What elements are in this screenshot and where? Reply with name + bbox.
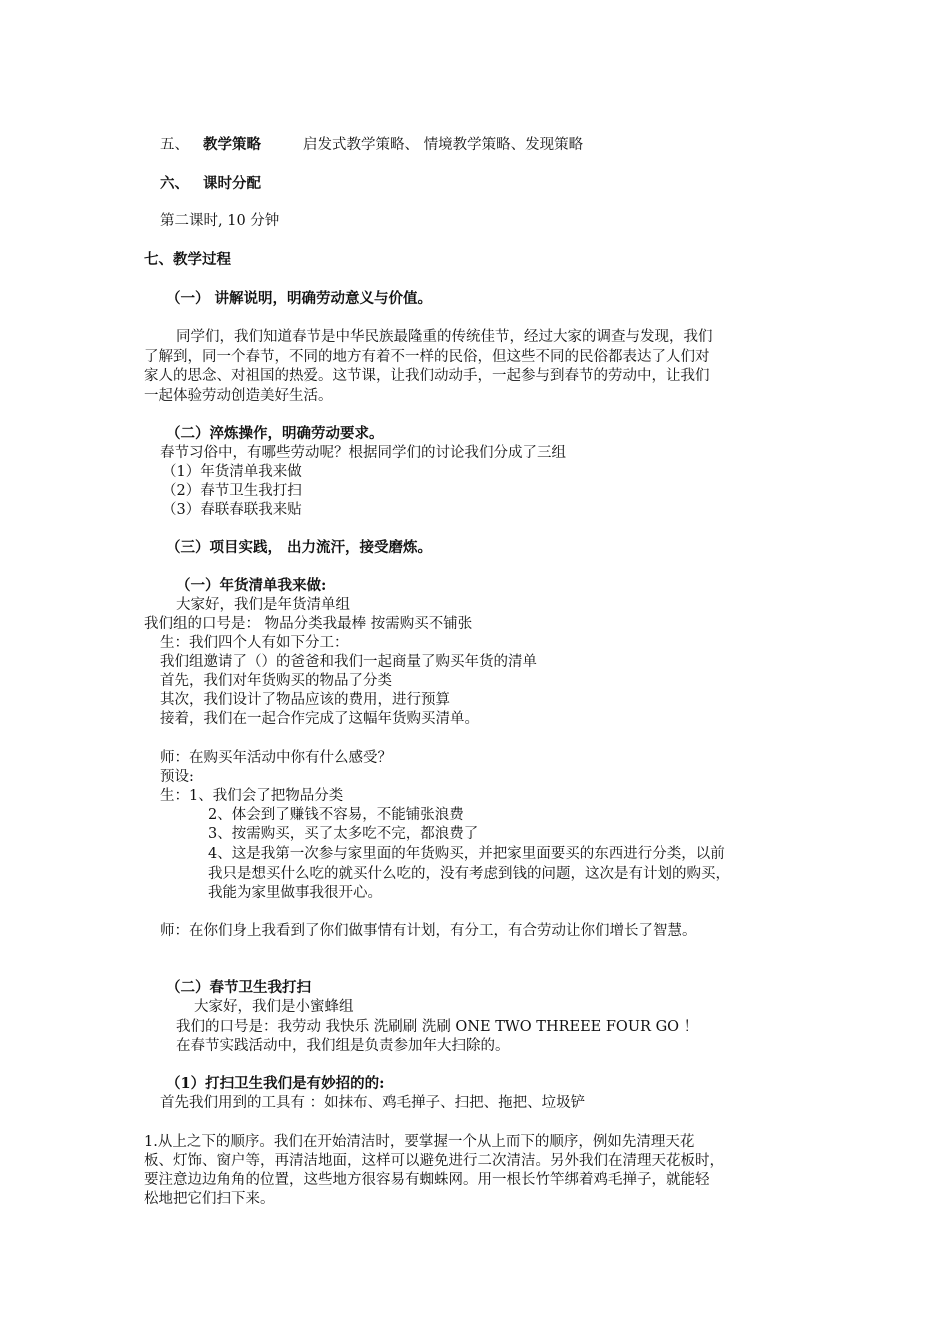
group2-order-line: 板、灯饰、窗户等，再清洁地面，这样可以避免进行二次清洁。另外我们在清理天花板时， — [144, 1153, 724, 1169]
group2-order-line: 1.从上之下的顺序。我们在开始清洁时，要掌握一个从上而下的顺序，例如先清理天花 — [144, 1134, 695, 1150]
group1-answer: 我能为家里做事我很开心。 — [208, 885, 382, 901]
group2-line: 在春节实践活动中，我们组是负责参加年大扫除的。 — [176, 1038, 510, 1054]
group1-answer: 2、体会到了赚钱不容易，不能铺张浪费 — [208, 807, 464, 823]
section-5-content: 启发式教学策略、 情境教学策略、发现策略 — [303, 137, 584, 153]
part1-heading: （一） 讲解说明，明确劳动意义与价值。 — [166, 290, 433, 307]
group2-order-line: 要注意边边角角的位置，这些地方很容易有蜘蛛网。用一根长竹竿绑着鸡毛掸子，就能轻 — [144, 1172, 710, 1188]
part2-group-item: （1）年货清单我来做 — [162, 464, 302, 480]
section-6 — [160, 174, 261, 194]
section-5-number: 五、 — [160, 137, 189, 153]
part2-intro: 春节习俗中，有哪些劳动呢？根据同学们的讨论我们分成了三组 — [160, 445, 566, 461]
group1-line: 接着，我们在一起合作完成了这幅年货购买清单。 — [160, 711, 479, 727]
section-6-title: 课时分配 — [203, 175, 261, 192]
section-5-title: 教学策略 — [203, 136, 261, 153]
group1-teacher-question: 师：在购买年活动中你有什么感受？ — [160, 750, 392, 766]
group2-heading: （二）春节卫生我打扫 — [166, 979, 311, 996]
section-6-content: 第二课时, 10 分钟 — [160, 213, 280, 229]
part1-paragraph-line: 家人的思念、对祖国的热爱。这节课，让我们动动手，一起参与到春节的劳动中，让我们 — [144, 368, 710, 384]
group2-order-line: 松地把它们扫下来。 — [144, 1191, 275, 1207]
group2-slogan: 我们的口号是：我劳动 我快乐 洗刷刷 洗刷 ONE TWO THREEE FOUR GO ！ — [176, 1019, 699, 1035]
group2-tools: 首先我们用到的工具有 ：如抹布、鸡毛掸子、扫把、拖把、垃圾铲 — [160, 1095, 586, 1111]
part2-group-item: （3）春联春联我来贴 — [162, 502, 302, 518]
section-5 — [160, 135, 583, 155]
group2-line: 大家好，我们是小蜜蜂组 — [194, 999, 354, 1015]
part3-heading: （三）项目实践， 出力流汗，接受磨炼。 — [166, 539, 433, 556]
group1-answer: 我只是想买什么吃的就买什么吃的，没有考虑到钱的问题，这次是有计划的购买， — [208, 866, 730, 882]
section-6-number: 六、 — [160, 175, 189, 192]
part2-group-item: （2）春节卫生我打扫 — [162, 483, 302, 499]
group1-answer: 生：1、我们会了把物品分类 — [160, 788, 344, 804]
group1-line: 我们组邀请了（）的爸爸和我们一起商量了购买年货的清单 — [160, 654, 537, 670]
group1-preset: 预设: — [160, 769, 194, 785]
group1-teacher-comment: 师：在你们身上我看到了你们做事情有计划，有分工，有合劳动让你们增长了智慧。 — [160, 923, 697, 939]
group1-line: 大家好，我们是年货清单组 — [176, 597, 350, 613]
section-7-title: 七、教学过程 — [144, 251, 231, 268]
group1-line: 其次，我们设计了物品应该的费用，进行预算 — [160, 692, 450, 708]
part1-paragraph-line: 一起体验劳动创造美好生活。 — [144, 388, 333, 404]
part1-paragraph-line: 同学们，我们知道春节是中华民族最隆重的传统佳节，经过大家的调查与发现，我们 — [176, 329, 713, 345]
group1-heading: （一）年货清单我来做: — [176, 577, 327, 594]
group1-line: 我们组的口号是： 物品分类我最棒 按需购买不铺张 — [144, 616, 473, 632]
group1-line: 生：我们四个人有如下分工： — [160, 635, 349, 651]
part1-paragraph-line: 了解到，同一个春节，不同的地方有着不一样的民俗，但这些不同的民俗都表达了人们对 — [144, 349, 710, 365]
group1-answer: 4、这是我第一次参与家里面的年货购买，并把家里面要买的东西进行分类，以前 — [208, 846, 725, 862]
group1-line: 首先，我们对年货购买的物品了分类 — [160, 673, 392, 689]
group1-answer: 3、按需购买，买了太多吃不完，都浪费了 — [208, 826, 479, 842]
group2-tips-heading: （1）打扫卫生我们是有妙招的的: — [166, 1075, 385, 1092]
part2-heading: （二）淬炼操作，明确劳动要求。 — [166, 425, 384, 442]
